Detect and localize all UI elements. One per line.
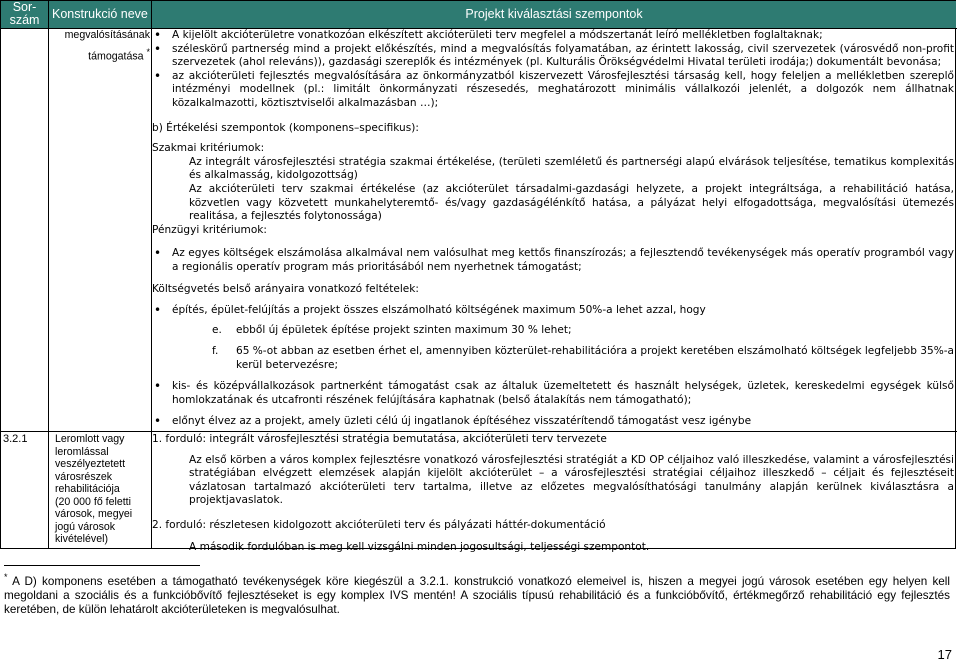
criterion-item: • kis- és középvállalkozások partnerként támogatást csak az általuk üzemeltetett és használt helységek, üzletek, kereskedelmi egységek külső homlokzatának és utcafronti részének felújítására kaphatnak (belső átalakítás nem támogatható);	[152, 380, 954, 407]
footnote-text: A D) komponens esetében a támogatható tevékenységek köre kiegészül a 3.2.1. konstrukció vonatkozó elemeivel is, hiszen a megyei jogú városok esetében egy helyen kell megoldani a szociális és a funkcióbővítő fejlesztéseket is egy komplex IVS mentén! A szociális típusú rehabilitáció és a funkcióbővítő, értékmegőrző rehabilitáció egy fejlesztés keretében, de külön lehatárolt akcióterületeken is megvalósulhat.	[4, 574, 950, 617]
row2-construction-name: Leromlott vagy leromlással veszélyeztetett városrészek rehabilitációja (20 000 fő feletti városok, megyei jogú városok kivételével)	[55, 433, 133, 545]
sub-item: f. 65 %-ot abban az esetben érhet el, amennyiben közterület-rehabilitációra a projekt keretében elszámolható költségek legfeljebb 35%-a kerül betervezésre;	[212, 345, 954, 371]
page-number: 17	[937, 647, 952, 662]
criterion-item: • előnyt élvez az a projekt, amely üzleti célú új ingatlanok építéséhez visszatérítendő támogatást vesz igénybe	[152, 415, 954, 429]
section-heading: b) Értékelési szempontok (komponens–specifikus):	[152, 121, 419, 134]
section-heading: Költségvetés belső arányaira vonatkozó feltételek:	[152, 282, 419, 295]
row1-construction-name: megvalósításának támogatása *	[64, 29, 150, 63]
row-divider	[1, 431, 957, 432]
column-divider	[48, 1, 49, 548]
criterion-item: • széleskörű partnerség mind a projekt előkészítés, mind a megvalósítás folyamatában, az érintett lakosság, civil szervezetek (városvédő non-profit szervezetek (ahol releváns)), gazdasági szereplők és intézmények (pl. Kulturális Örökségvédelmi Hivatal területi irodája;) dokumentált bevonása;	[152, 43, 954, 70]
criterion-item: • Az egyes költségek elszámolása alkalmával nem valósulhat meg kettős finanszírozás; a fejlesztendő tevékenységek más operatív programból vagy a regionális operatív program más prioritásából nem nyerhetnek támogatást;	[152, 247, 954, 274]
row2-criteria	[152, 433, 954, 554]
criterion-item: • építés, épület-felújítás a projekt összes elszámolható költségének maximum 50%-a lehet azzal, hogy	[152, 304, 954, 318]
round-text: A második fordulóban is meg kell vizsgálni minden jogosultsági, teljességi szempontot.	[189, 540, 650, 553]
round-heading: 2. forduló: részletesen kidolgozott akcióterületi terv és pályázati háttér-dokumentáció	[152, 518, 606, 531]
footnote	[4, 570, 950, 618]
criterion-text: Az integrált városfejlesztési stratégia szakmai értékelése, (területi szemléletű és partnerségi alapú elvárások teljesítése, tematikus komplexitás és alkalmasság, kidolgozottság)	[189, 155, 954, 182]
round-text: Az első körben a város komplex fejlesztésre vonatkozó városfejlesztési stratégiát a KD OP céljaihoz való illeszkedése, valamint a városfejlesztési stratégiában elvégzett elemzések alapján kijelölt akcióterület – a városfejlesztési stratégiai céljaihoz illeszkedő – céljait és fejlesztéseit vázlatosan tartalmazó akcióterületi terv tartalma, illetve az előzetes megvalósíthatósági tanulmány alapján kerülnek kiválasztásra a projektjavaslatok.	[189, 453, 954, 507]
row1-criteria	[152, 29, 954, 428]
footnote-marker: *	[146, 46, 150, 57]
section-heading: Pénzügyi kritériumok:	[152, 223, 267, 236]
footnote-separator	[4, 565, 200, 566]
criterion-item: • az akcióterületi fejlesztés megvalósítására az önkormányzatból kiszervezett Városfejlesztési társaság kell, hogy feleljen a mellékletben szereplő intézményi modellnek (pl.: limitált önkormányzati részesedés, meghatározott minimális vállalkozói jelenlét, a dolgozók nem állhatnak közalkalmazotti, köztisztviselői alkalmazásban …);	[152, 70, 954, 111]
sub-item: e. ebből új épületek építése projekt szinten maximum 30 % lehet;	[212, 323, 572, 336]
header-row-number: Sor- szám	[1, 1, 48, 28]
header-selection-criteria: Projekt kiválasztási szempontok	[152, 1, 956, 28]
header-construction-name: Konstrukció neve	[49, 1, 151, 28]
row2-number: 3.2.1	[3, 433, 28, 445]
row1-name-line2: támogatása	[88, 50, 144, 63]
criterion-text: Az akcióterületi terv szakmai értékelése (az akcióterület társadalmi-gazdasági helyzete, a projekt integráltsága, a rehabilitáció hatása, közvetlen vagy közvetett munkahelyteremtő- és/vagy gazdaságélénkítő hatása, a pályázat helyi elfogadottsága, megvalósítási ütemezés realitása, a fejlesztés folytonossága)	[189, 182, 954, 223]
section-heading: Szakmai kritériumok:	[152, 142, 265, 155]
footnote-mark: *	[4, 572, 8, 582]
round-heading: 1. forduló: integrált városfejlesztési stratégia bemutatása, akcióterületi terv tervezete	[152, 433, 607, 445]
criterion-item: • A kijelölt akcióterületre vonatkozóan elkészített akcióterületi terv megfelel a módszertanát leíró mellékletben foglaltaknak;	[152, 29, 954, 43]
